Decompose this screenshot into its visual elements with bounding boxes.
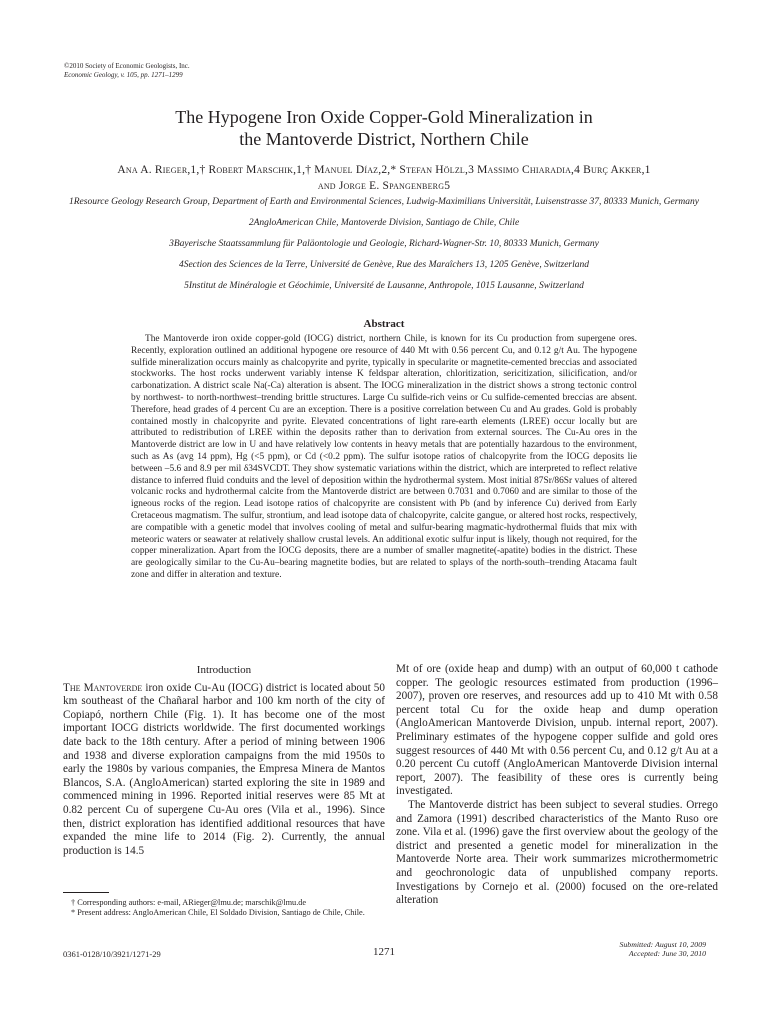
affiliation-1: 1Resource Geology Research Group, Department of Earth and Environmental Sciences, Ludwig-Maximilians Universität, Luisenstrasse 37, 80333 Munich, Germany <box>69 197 699 207</box>
authors-line-1: Ana A. Rieger,1,† Robert Marschik,1,† Manuel Díaz,2,* Stefan Hölzl,3 Massimo Chiaradia,4 Burç Akker,1 <box>117 164 651 176</box>
affiliations <box>60 196 708 301</box>
copyright-line: ©2010 Society of Economic Geologists, Inc. <box>64 62 190 70</box>
author-list <box>80 162 688 194</box>
footnote-present-address: * Present address: AngloAmerican Chile, El Soldado Division, Santiago de Chile, Chile. <box>71 908 365 917</box>
journal-citation: Economic Geology, v. 105, pp. 1271–1299 <box>64 71 183 79</box>
affiliation-2: 2AngloAmerican Chile, Mantoverde Division, Santiago de Chile, Chile <box>248 218 520 228</box>
intro-paragraph-left <box>63 682 385 859</box>
submitted-date: Submitted: August 10, 2009 <box>619 940 706 949</box>
right-column <box>396 663 718 908</box>
intro-paragraph-right-2: The Mantoverde district has been subject to several studies. Orrego and Zamora (1991) described characteristics of the Manto Ruso ore zone. Vila et al. (1996) gave the first overview about the geology of the district and presented a genetic model for mineralization in the Mantoverde Norte area. Their work summarizes microthermometric and geochronologic data of unpublished company reports. Investigations by Cornejo et al. (2000) focused on the ore-related alteration <box>396 798 718 907</box>
footnotes <box>63 898 385 918</box>
footnote-corresponding: † Corresponding authors: e-mail, ARieger@lmu.de; marschik@lmu.de <box>71 898 307 907</box>
issn-code: 0361-0128/10/3921/1271-29 <box>63 949 161 959</box>
footnote-divider <box>63 892 109 893</box>
article-title <box>0 106 768 150</box>
affiliation-4: 4Section des Sciences de la Terre, Université de Genève, Rue des Maraîchers 13, 1205 Genève, Switzerland <box>178 260 590 270</box>
intro-paragraph-right-1: Mt of ore (oxide heap and dump) with an output of 60,000 t cathode copper. The geologic resources estimated from production (1996–2007), proven ore reserves, and resources add up to 410 Mt with 0.58 percent total Cu for the oxide heap and dump operation (AngloAmerican Mantoverde Division, unpub. internal report, 2007). Preliminary estimates of the hypogene copper sulfide and gold ores suggest resources of 440 Mt with 0.56 percent Cu, and 0.12 g/t Au at a 0.20 percent Cu cutoff (AngloAmerican Mantoverde Division internal report, 2007). The feasibility of these ores is currently being investigated. <box>396 663 718 798</box>
authors-line-2: and Jorge E. Spangenberg5 <box>317 180 451 192</box>
title-line-2: the Mantoverde District, Northern Chile <box>239 129 529 149</box>
left-column <box>63 664 385 858</box>
intro-lead-smallcaps: The Mantoverde <box>63 681 143 694</box>
intro-left-text: iron oxide Cu-Au (IOCG) district is located about 50 km southeast of the Chañaral harbor and 100 km north of the city of Copiapó, northern Chile (Fig. 1). It has become one of the most important IOCG districts worldwide. The first documented workings date back to the 18th century. After a period of mining between 1906 and 1938 and diverse exploration campaigns from the mid 1950s to early the 1980s by various companies, the Empresa Minera de Mantos Blancos, S.A. (AngloAmerican) started exploring the site in 1989 and commenced mining in 1996. Reported initial reserves were 85 Mt at 0.82 percent Cu of supergene Cu-Au ores (Vila et al., 1996). Since then, district exploration has identified additional resources that have expanded the mine life to 2014 (Fig. 2). Currently, the annual production is 14.5 <box>63 681 385 857</box>
page-number: 1271 <box>373 946 395 958</box>
submission-dates <box>620 940 707 958</box>
title-line-1: The Hypogene Iron Oxide Copper-Gold Mineralization in <box>175 107 593 127</box>
affiliation-3: 3Bayerische Staatssammlung für Paläontologie und Geologie, Richard-Wagner-Str. 10, 80333 Munich, Germany <box>169 239 599 249</box>
abstract-text: The Mantoverde iron oxide copper-gold (IOCG) district, northern Chile, is known for its Cu production from supergene ores. Recently, exploration outlined an additional hypogene ore resource of 440 Mt with 0.56 percent Cu, and 0.12 g/t Au. The hypogene sulfide mineralization occurs mainly as chalcopyrite and pyrite, typically in specularite or magnetite-cemented breccias and associated stockworks. The host rocks underwent variably intense K feldspar alteration, chloritization, sericitization, silicification, and/or carbonatization. A district scale Na(-Ca) alteration is absent. The IOCG mineralization in the district shows a strong tectonic control by northwest- to north-northwest–trending brittle structures. Large Cu sulfide-rich veins or Cu sulfide-cemented breccias are absent. Therefore, head grades of 4 percent Cu are an exception. There is a positive correlation between Cu and Au grades. Gold is probably contained mostly in chalcopyrite and pyrite. Elevated concentrations of light rare-earth elements (LREE) occur locally but are attributed to redistribution of LREE within the deposits rather than to derivation from external sources. The Cu-Au ores in the Mantoverde district are low in U and have relatively low contents in heavy metals that are potentially hazardous to the environment, such as As (avg 14 ppm), Hg (<5 ppm), or Cd (<0.2 ppm). The sulfur isotope ratios of chalcopyrite from the IOCG deposits lie between –5.6 and 8.9 per mil δ34SVCDT. They show systematic variations within the district, which are interpreted to reflect relative distance to inferred fluid conduits and the level of deposition within the hydrothermal system. Most initial 87Sr/86Sr values of altered volcanic rocks and hydrothermal calcite from the Mantoverde district are between 0.7031 and 0.7060 and are similar to those of the igneous rocks of the region. Lead isotope ratios of chalcopyrite are consistent with Pb (and by inference Cu) derived from Early Cretaceous magmatism. The sulfur, strontium, and lead isotope data of chalcopyrite, calcite gangue, or altered host rocks, respectively, are compatible with a genetic model that involves cooling of metal and sulfur-bearing magmatic-hydrothermal fluids that mix with meteoric waters or seawater at relatively shallow crustal levels. An additional exotic sulfur input is likely, though not required, for the copper mineralization. Apart from the IOCG deposits, there are a number of smaller magnetite(-apatite) bodies in the district. These are geologically similar to the Cu-Au–bearing magnetite bodies, but are related to splays of the north-south–trending Atacama fault zone and differ in alteration and texture. <box>131 334 637 580</box>
abstract-heading: Abstract <box>363 318 405 330</box>
affiliation-5: 5Institut de Minéralogie et Géochimie, Université de Lausanne, Anthropole, 1015 Lausanne, Switzerland <box>184 281 584 291</box>
accepted-date: Accepted: June 30, 2010 <box>628 949 706 958</box>
journal-header <box>64 62 190 80</box>
introduction-heading: Introduction <box>196 664 252 676</box>
